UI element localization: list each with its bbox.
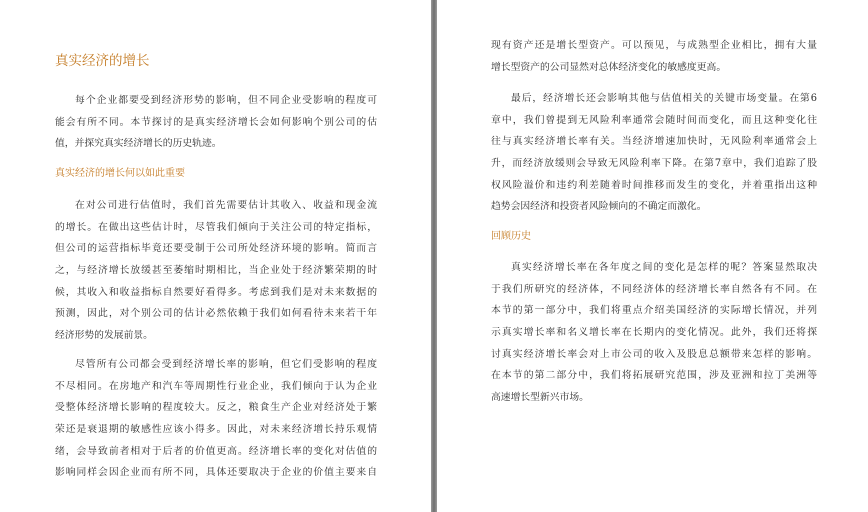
- chapter-title-block: [55, 52, 377, 70]
- paragraph: [55, 195, 377, 347]
- text-line: 章中，我们曾提到无风险利率通常会随时间而变化，而且这种变化往: [491, 114, 817, 126]
- text-line: 能会有所不同。本节探讨的是真实经济增长会如何影响个别公司的估: [55, 116, 377, 128]
- section-heading-block: [491, 230, 817, 244]
- right-page: [437, 0, 868, 512]
- paragraph: [491, 257, 817, 409]
- text-line: 本节的第一部分中，我们将重点介绍美国经济的实际增长情况，并列: [491, 305, 817, 317]
- text-line: 现有资产还是增长型资产。可以预见，与成熟型企业相比，拥有大量: [491, 40, 817, 51]
- text-line: 的增长。在做出这些估计时，尽管我们倾向于关注公司的特定指标，: [55, 221, 377, 233]
- text-line: 受整体经济增长影响的程度较大。反之，粮食生产企业对经济处于繁: [55, 402, 377, 414]
- text-line: 不尽相同。在房地产和汽车等周期性行业企业，我们倾向于认为企业: [55, 380, 377, 392]
- text-line: 影响同样会因企业而有所不同，具体还要取决于企业的价值主要来自: [55, 467, 377, 479]
- paragraph: [55, 354, 377, 484]
- text-line: 于我们所研究的经济体，不同经济体的经济增长率自然各有不同。在: [491, 283, 817, 295]
- text-line: 荣还是衰退期的敏感性应该小得多。因此，对未来经济增长持乐观情: [55, 424, 377, 436]
- intro-paragraph: [55, 90, 377, 155]
- text-line: 每个企业都要受到经济形势的影响，但不同企业受影响的程度可: [75, 95, 377, 106]
- text-line: 趋势会因经济和投资者风险倾向的不确定而激化。: [491, 201, 707, 213]
- text-line: 升，而经济放缓则会导致无风险利率下降。在第7章中，我们追踪了股: [491, 158, 817, 170]
- text-line: 经济形势的发展前景。: [55, 330, 153, 342]
- text-line: 往与真实经济增长率有关。当经济增速加快时，无风险利率通常会上: [491, 136, 817, 148]
- text-line: 尽管所有公司都会受到经济增长率的影响，但它们受影响的程度: [75, 359, 377, 370]
- left-page: [0, 0, 431, 512]
- text-line: 真实经济增长率在各年度之间的变化是怎样的呢？答案显然取决: [511, 262, 817, 273]
- text-line: 之，与经济增长放缓甚至萎缩时期相比，当企业处于经济繁荣期的时: [55, 265, 377, 277]
- text-line: 但公司的运营指标毕竟还要受制于公司所处经济环境的影响。简而言: [55, 243, 377, 255]
- text-line: 最后，经济增长还会影响其他与估值相关的关键市场变量。在第6: [511, 93, 817, 104]
- chapter-title: 真实经济的增长: [55, 53, 150, 69]
- text-line: 权风险溢价和违约利差随着时间推移而发生的变化，并着重指出这种: [491, 179, 817, 191]
- text-line: 预测，因此，对个别公司的估计必然依赖于我们如何看待未来若干年: [55, 308, 377, 320]
- text-line: 值，并探究真实经济增长的历史轨迹。: [55, 138, 222, 150]
- text-line: 增长型资产的公司显然对总体经济变化的敏感度更高。: [491, 61, 727, 73]
- paragraph: [491, 88, 817, 218]
- text-line: 讨真实经济增长率会对上市公司的收入及股息总额带来怎样的影响。: [491, 348, 817, 360]
- text-line: 示真实增长率和名义增长率在长期内的变化情况。此外，我们还将探: [491, 327, 817, 339]
- text-line: 在对公司进行估值时，我们首先需要估计其收入、收益和现金流: [75, 200, 377, 211]
- paragraph: [491, 35, 817, 78]
- text-line: 在本节的第二部分中，我们将拓展研究范围，涉及亚洲和拉丁美洲等: [491, 370, 817, 382]
- section-heading: 真实经济的增长何以如此重要: [55, 168, 185, 179]
- section-heading: 回顾历史: [491, 231, 531, 242]
- text-line: 绪，会导致前者相对于后者的价值更高。经济增长率的变化对估值的: [55, 445, 377, 457]
- text-line: 候，其收入和收益指标自然要好看得多。考虑到我们是对未来数据的: [55, 286, 377, 298]
- text-line: 高速增长型新兴市场。: [491, 392, 589, 404]
- section-heading-block: [55, 167, 377, 181]
